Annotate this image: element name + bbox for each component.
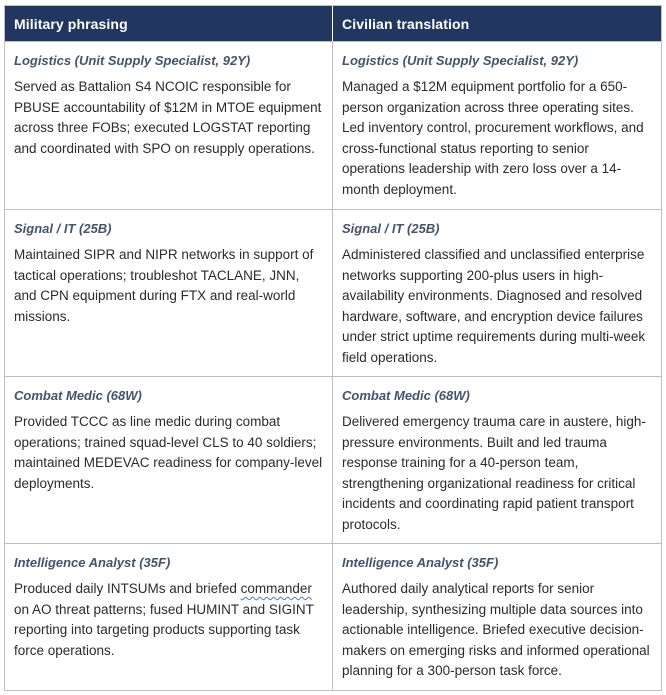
- cell-logistics-military: [5, 42, 333, 209]
- cell-heading-signal-civilian: Signal / IT (25B): [342, 221, 440, 236]
- cell-body-signal-military: Maintained SIPR and NIPR networks in support of tactical operations; troubleshot TACLANE, JNN, and CPN equipment during FTX and real-world missions.: [14, 247, 314, 324]
- cell-heading-intel-civilian: Intelligence Analyst (35F): [342, 555, 499, 570]
- body-text-segment: Produced daily INTSUMs and briefed: [14, 581, 241, 596]
- cell-body-medic-military: Provided TCCC as line medic during combat operations; trained squad-level CLS to 40 soldiers; maintained MEDEVAC readiness for company-level deployments.: [14, 414, 323, 491]
- cell-body-logistics-military: Served as Battalion S4 NCOIC responsible for PBUSE accountability of $12M in MTOE equipment across three FOBs; executed LOGSTAT reporting and coordinated with SPO on resupply operations.: [14, 79, 322, 156]
- table-row-signal-it: [5, 209, 661, 376]
- cell-heading-signal-military: Signal / IT (25B): [14, 221, 112, 236]
- cell-heading-logistics-civilian: Logistics (Unit Supply Specialist, 92Y): [342, 53, 579, 68]
- cell-body-logistics-civilian: Managed a $12M equipment portfolio for a 650-person organization across three operating sites. Led inventory control, procurement workflows, and cross-functional status reporting to senior operations leadership with zero loss over a 14-month deployment.: [342, 79, 644, 197]
- cell-body-intel-military: [14, 579, 323, 661]
- cell-medic-military: [5, 377, 333, 543]
- cell-signal-civilian: [333, 210, 661, 376]
- table-row-intel-analyst: [5, 543, 661, 690]
- table-row-combat-medic: [5, 376, 661, 543]
- cell-body-signal-civilian: Administered classified and unclassified enterprise networks supporting 200-plus users in high-availability environments. Diagnosed and resolved hardware, software, and encryption device failures under strict uptime requirements during multi-week field operations.: [342, 247, 646, 365]
- cell-signal-military: [5, 210, 333, 376]
- cell-intel-military: [5, 544, 333, 690]
- mos-translation-table: [4, 5, 662, 691]
- table-row-logistics: [5, 41, 661, 209]
- cell-body-intel-civilian: Authored daily analytical reports for senior leadership, synthesizing multiple data sources into actionable intelligence. Briefed executive decision-makers on emerging risks and informed operational planning for a 300-person task force.: [342, 581, 650, 678]
- body-text-segment: on AO threat patterns; fused HUMINT and SIGINT reporting into targeting products supporting task force operations.: [14, 601, 314, 658]
- cell-heading-medic-military: Combat Medic (68W): [14, 388, 142, 403]
- cell-heading-intel-military: Intelligence Analyst (35F): [14, 555, 171, 570]
- cell-body-medic-civilian: Delivered emergency trauma care in austere, high-pressure environments. Built and led trauma response training for a 40-person team, strengthening organizational readiness for critical incidents and coordinating rapid patient transport protocols.: [342, 414, 646, 532]
- header-military-phrasing: Military phrasing: [5, 6, 333, 41]
- table-header-row: [5, 6, 661, 41]
- header-civilian-translation: Civilian translation: [342, 15, 470, 32]
- cell-medic-civilian: [333, 377, 661, 543]
- cell-heading-logistics-military: Logistics (Unit Supply Specialist, 92Y): [14, 53, 251, 68]
- cell-logistics-civilian: [333, 42, 661, 209]
- cell-intel-civilian: [333, 544, 661, 690]
- cell-heading-medic-civilian: Combat Medic (68W): [342, 388, 470, 403]
- spellcheck-underlined-word: commander: [240, 581, 312, 596]
